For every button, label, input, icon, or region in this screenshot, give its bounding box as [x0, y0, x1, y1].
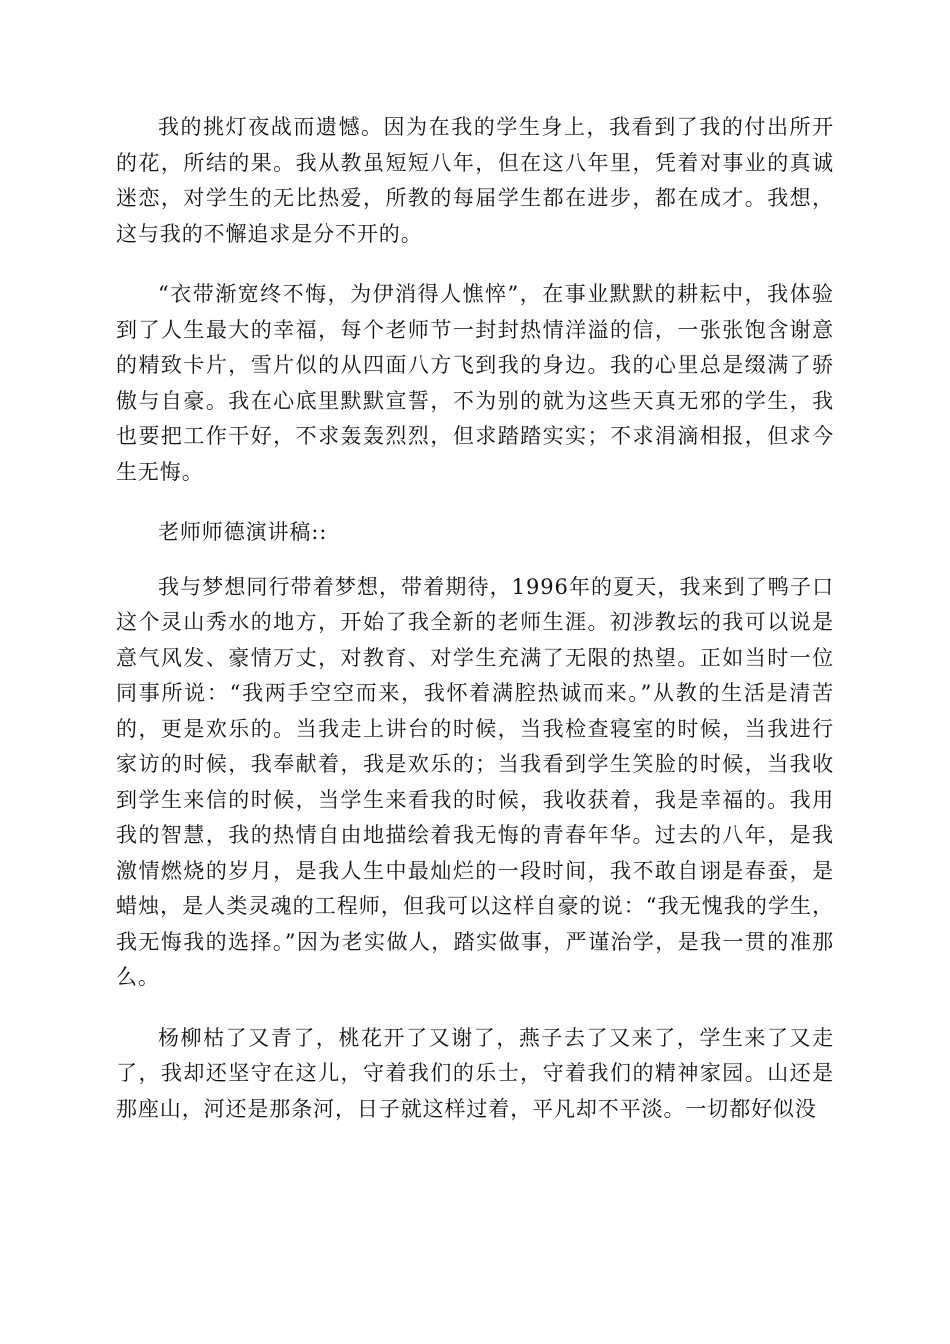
document-page: [116, 110, 834, 1152]
paragraph-4: 杨柳枯了又青了，桃花开了又谢了，燕子去了又来了，学生来了又走了，我却还坚守在这儿，守着我们的乐士，守着我们的精神家园。山还是那座山，河还是那条河，日子就这样过着，平凡却不平淡。一切都好似没: [116, 1025, 834, 1121]
paragraph-1: 我的挑灯夜战而遗憾。因为在我的学生身上，我看到了我的付出所开的花，所结的果。我从教虽短短八年，但在这八年里，凭着对事业的真诚迷恋，对学生的无比热爱，所教的每届学生都在进步，都在成才。我想，这与我的不懈追求是分不开的。: [116, 115, 834, 246]
paragraph-2: “衣带渐宽终不悔，为伊消得人憔悴”，在事业默默的耕耘中，我体验到了人生最大的幸福，每个老师节一封封热情洋溢的信，一张张饱含谢意的精致卡片，雪片似的从四面八方飞到我的身边。我的心里总是缀满了骄傲与自豪。我在心底里默默宣誓，不为别的就为这些天真无邪的学生，我也要把工作干好，不求轰轰烈烈，但求踏踏实实；不求涓滴相报，但求今生无悔。: [116, 282, 834, 484]
paragraph-3: 我与梦想同行带着梦想，带着期待，1996年的夏天，我来到了鸭子口这个灵山秀水的地方，开始了我全新的老师生涯。初涉教坛的我可以说是意气风发、豪情万丈，对教育、对学生充满了无限的热望。正如当时一位同事所说：“我两手空空而来，我怀着满腔热诚而来。”从教的生活是清苦的，更是欢乐的。当我走上讲台的时候，当我检查寝室的时候，当我进行家访的时候，我奉献着，我是欢乐的；当我看到学生笑脸的时候，当我收到学生来信的时候，当学生来看我的时候，我收获着，我是幸福的。我用我的智慧，我的热情自由地描绘着我无悔的青春年华。过去的八年，是我激情燃烧的岁月，是我人生中最灿烂的一段时间，我不敢自诩是春蚕，是蜡烛，是人类灵魂的工程师，但我可以这样自豪的说：“我无愧我的学生，我无悔我的选择。”因为老实做人，踏实做事，严谨治学，是我一贯的准那么。: [116, 574, 834, 989]
section-heading: 老师师德演讲稿::: [158, 520, 328, 544]
